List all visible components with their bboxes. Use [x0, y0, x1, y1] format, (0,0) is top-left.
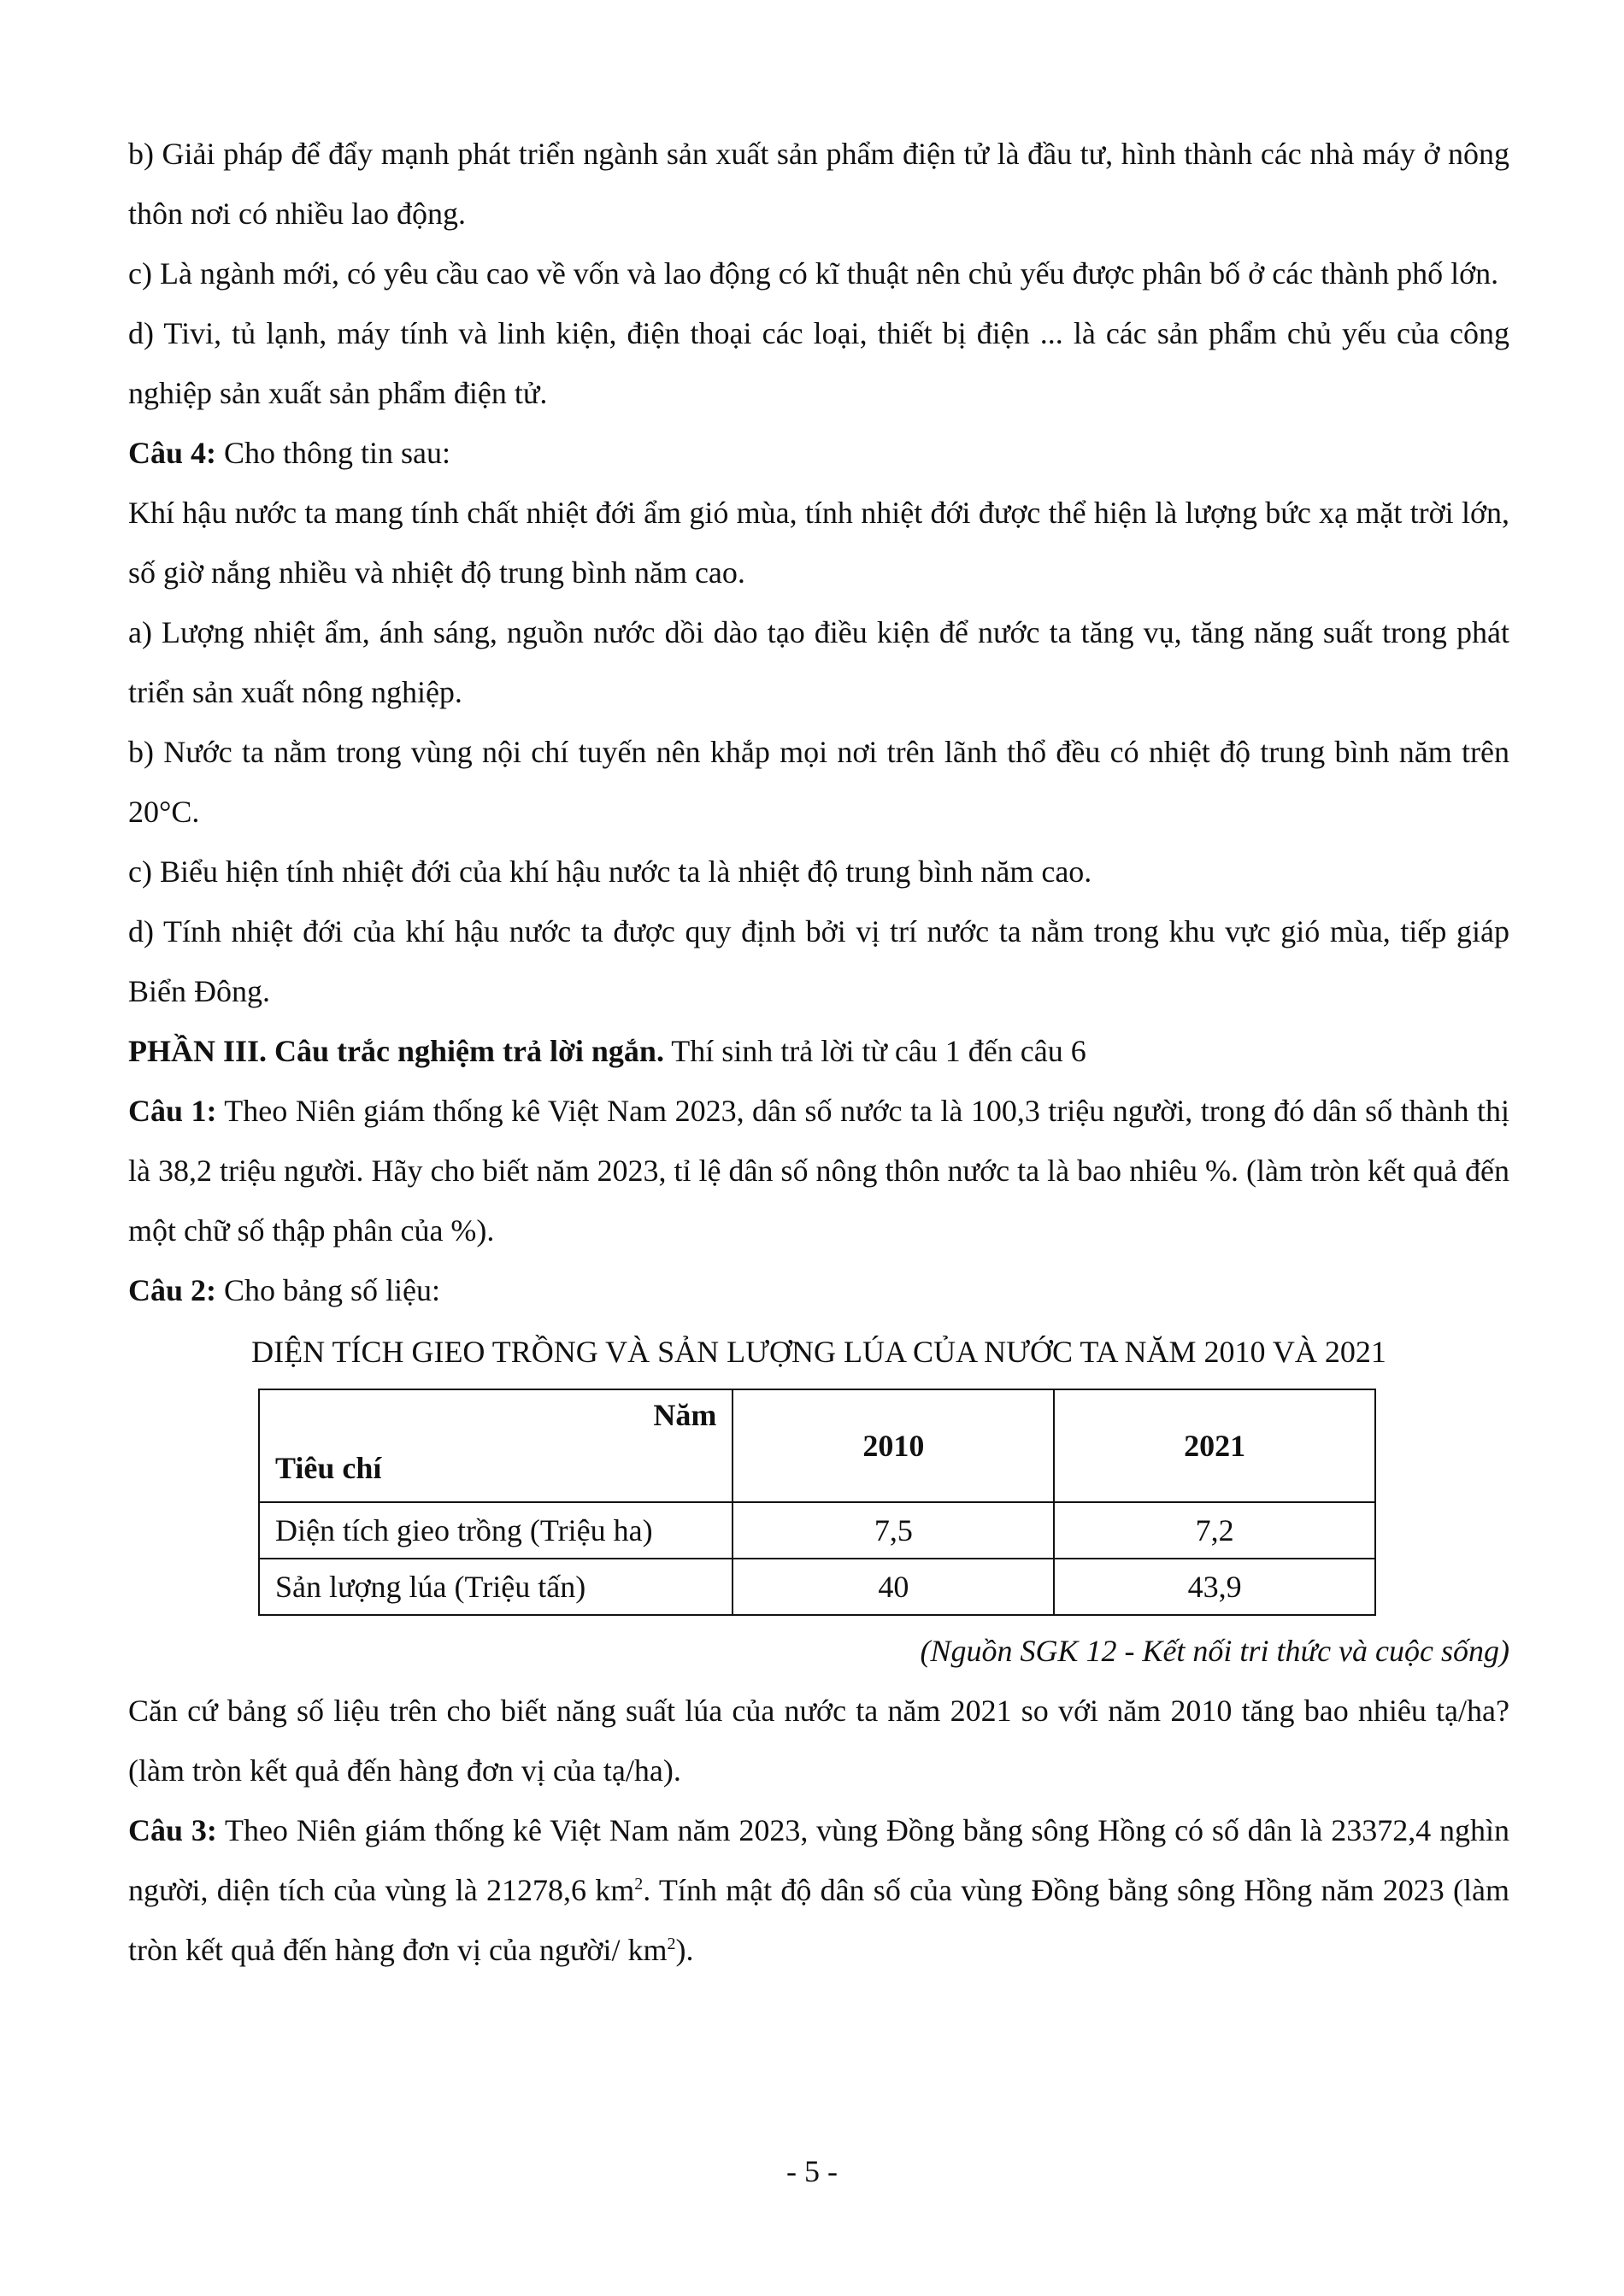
p3-q3-text-2: . Tính mật độ dân số của vùng Đồng bằng sông Hồng năm 2023 (làm tròn kết quả đến hàng đơn vị của người/ km [128, 1873, 1509, 1967]
cell-output-2010: 40 [733, 1559, 1054, 1615]
p3-q3-sup-1: 2 [634, 1875, 644, 1894]
q4-heading [128, 423, 1509, 483]
table-title: DIỆN TÍCH GIEO TRỒNG VÀ SẢN LƯỢNG LÚA CỦA NƯỚC TA NĂM 2010 VÀ 2021 [251, 1335, 1386, 1369]
cell-area-2010: 7,5 [733, 1502, 1054, 1559]
p3-q2-intro: Cho bảng số liệu: [216, 1273, 440, 1307]
header-year-label: Năm [653, 1398, 717, 1432]
header-criteria-label: Tiêu chí [275, 1451, 382, 1485]
rice-data-table [258, 1389, 1376, 1616]
q3-option-c: c) Là ngành mới, có yêu cầu cao về vốn và lao động có kĩ thuật nên chủ yếu được phân bố ở các thành phố lớn. [128, 256, 1499, 291]
p3-q3-sup-2: 2 [667, 1935, 676, 1953]
table-source: (Nguồn SGK 12 - Kết nối tri thức và cuộc sống) [920, 1634, 1509, 1668]
header-col-2021: 2021 [1054, 1389, 1375, 1502]
header-col-2010: 2010 [733, 1389, 1054, 1502]
part3-title: PHẦN III. Câu trắc nghiệm trả lời ngắn. [128, 1034, 664, 1068]
p3-q2-heading [128, 1260, 1509, 1320]
q4-info: Khí hậu nước ta mang tính chất nhiệt đới ẩm gió mùa, tính nhiệt đới được thể hiện là lượng bức xạ mặt trời lớn, số giờ nắng nhiều và nhiệt độ trung bình năm cao. [128, 496, 1509, 590]
row-label-area: Diện tích gieo trồng (Triệu ha) [259, 1502, 733, 1559]
p3-q3 [128, 1800, 1509, 1980]
table-header-row [259, 1389, 1375, 1502]
p3-q2-question: Căn cứ bảng số liệu trên cho biết năng suất lúa của nước ta năm 2021 so với năm 2010 tăng bao nhiêu tạ/ha? (làm tròn kết quả đến hàng đơn vị của tạ/ha). [128, 1694, 1509, 1788]
p3-q1-text: Theo Niên giám thống kê Việt Nam 2023, dân số nước ta là 100,3 triệu người, trong đó dân số thành thị là 38,2 triệu người. Hãy cho biết năm 2023, tỉ lệ dân số nông thôn nước ta là bao nhiêu %. (làm tròn kết quả đến một chữ số thập phân của %). [128, 1094, 1509, 1248]
q4-option-d: d) Tính nhiệt đới của khí hậu nước ta được quy định bởi vị trí nước ta nằm trong khu vực gió mùa, tiếp giáp Biển Đông. [128, 914, 1509, 1008]
cell-area-2021: 7,2 [1054, 1502, 1375, 1559]
table-corner-cell [259, 1389, 733, 1502]
document-page [128, 124, 1509, 1980]
q4-option-b: b) Nước ta nằm trong vùng nội chí tuyến nên khắp mọi nơi trên lãnh thổ đều có nhiệt độ trung bình năm trên 20°C. [128, 735, 1509, 829]
table-row [259, 1559, 1375, 1615]
page-number: - 5 - [786, 2154, 838, 2188]
q4-intro: Cho thông tin sau: [216, 436, 451, 470]
q3-option-b: b) Giải pháp để đẩy mạnh phát triển ngành sản xuất sản phẩm điện tử là đầu tư, hình thành các nhà máy ở nông thôn nơi có nhiều lao động. [128, 137, 1509, 231]
q4-option-c: c) Biểu hiện tính nhiệt đới của khí hậu nước ta là nhiệt độ trung bình năm cao. [128, 854, 1092, 889]
q4-label: Câu 4: [128, 436, 217, 470]
q4-option-a: a) Lượng nhiệt ẩm, ánh sáng, nguồn nước dồi dào tạo điều kiện để nước ta tăng vụ, tăng năng suất trong phát triển sản xuất nông nghiệp. [128, 615, 1509, 709]
p3-q3-text-3: ). [675, 1933, 694, 1967]
p3-q3-text-1: Theo Niên giám thống kê Việt Nam năm 2023, vùng Đồng bằng sông Hồng có số dân là 23372,4 nghìn người, diện tích của vùng là 21278,6 km [128, 1813, 1509, 1907]
cell-output-2021: 43,9 [1054, 1559, 1375, 1615]
p3-q1 [128, 1081, 1509, 1260]
row-label-output: Sản lượng lúa (Triệu tấn) [259, 1559, 733, 1615]
part3-instruction: Thí sinh trả lời từ câu 1 đến câu 6 [663, 1034, 1086, 1068]
p3-q1-label: Câu 1: [128, 1094, 217, 1128]
part3-heading [128, 1021, 1509, 1081]
p3-q3-label: Câu 3: [128, 1813, 217, 1847]
p3-q2-label: Câu 2: [128, 1273, 217, 1307]
table-row [259, 1502, 1375, 1559]
q3-option-d: d) Tivi, tủ lạnh, máy tính và linh kiện, điện thoại các loại, thiết bị điện ... là các sản phẩm chủ yếu của công nghiệp sản xuất sản phẩm điện tử. [128, 316, 1509, 410]
